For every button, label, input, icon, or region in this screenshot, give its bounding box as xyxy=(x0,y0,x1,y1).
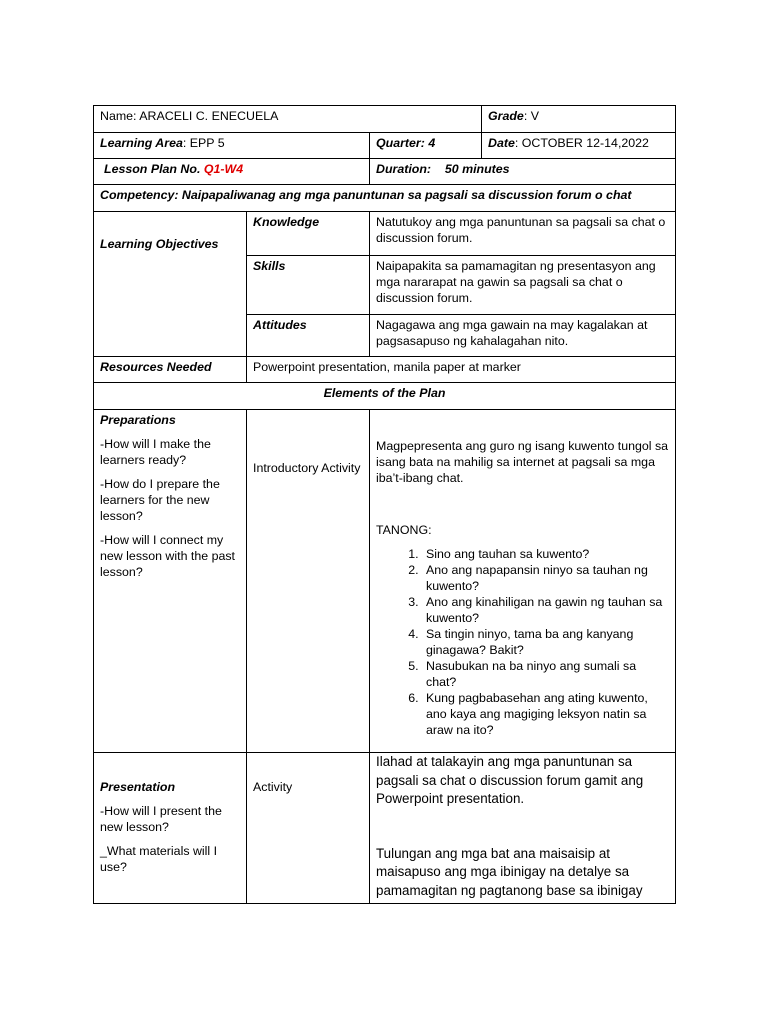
introductory-activity-content xyxy=(370,410,676,753)
knowledge-label: Knowledge xyxy=(247,212,370,256)
presentation-cell xyxy=(94,753,247,904)
duration-value: 50 minutes xyxy=(444,162,510,176)
learning-area-value: : EPP 5 xyxy=(182,136,225,150)
attitudes-label: Attitudes xyxy=(247,315,370,357)
lesson-plan-number: Q1-W4 xyxy=(203,162,244,176)
intro-story-text: Magpepresenta ang guro ng isang kuwento tungol sa isang bata na mahilig sa internet at pagsali sa mga iba’t-ibang chat. xyxy=(376,439,669,485)
learning-area-label: Learning Area xyxy=(100,136,183,150)
list-item: 3. Ano ang kinahiligan na gawin ng tauhan sa kuwento? xyxy=(422,594,669,626)
lesson-plan-table xyxy=(93,105,676,904)
lesson-plan-label: Lesson Plan No. xyxy=(104,162,204,176)
duration-cell xyxy=(370,159,676,185)
list-item: 1. Sino ang tauhan sa kuwento? xyxy=(422,546,669,562)
grade-label: Grade xyxy=(488,109,524,123)
resources-text: Powerpoint presentation, manila paper at marker xyxy=(247,357,676,383)
learning-objectives-label: Learning Objectives xyxy=(94,212,247,357)
row-preparations xyxy=(94,410,676,753)
presentation-activity-content xyxy=(370,753,676,904)
presentation-title: Presentation xyxy=(100,780,176,794)
tanong-list xyxy=(376,546,669,738)
duration-label: Duration: xyxy=(376,162,432,176)
name-label: Name: xyxy=(100,109,140,123)
list-item: 5. Nasubukan na ba ninyo ang sumali sa chat? xyxy=(422,658,669,690)
pres-question-2: _What materials will I use? xyxy=(100,844,218,874)
preparations-title: Preparations xyxy=(100,413,176,427)
list-item: 6. Kung pagbabasehan ang ating kuwento, ano kaya ang magiging leksyon natin sa araw na ito? xyxy=(422,690,669,738)
row-knowledge xyxy=(94,212,676,256)
introductory-activity-label: Introductory Activity xyxy=(247,410,370,753)
prep-question-3: -How will I connect my new lesson with the past lesson? xyxy=(100,533,235,579)
resources-label: Resources Needed xyxy=(94,357,247,383)
skills-label: Skills xyxy=(247,256,370,315)
row-lesson-plan xyxy=(94,159,676,185)
list-item: 4. Sa tingin ninyo, tama ba ang kanyang ginagawa? Bakit? xyxy=(422,626,669,658)
pres-question-1: -How will I present the new lesson? xyxy=(100,804,222,834)
elements-title: Elements of the Plan xyxy=(94,383,676,410)
prep-question-2: -How do I prepare the learners for the new lesson? xyxy=(100,477,220,523)
prep-question-1: -How will I make the learners ready? xyxy=(100,437,211,467)
date-label: Date xyxy=(488,136,515,150)
name-cell xyxy=(94,106,482,133)
teacher-name: ARACELI C. ENECUELA xyxy=(139,109,279,123)
presentation-text-2: Tulungan ang mga bat ana maisaisip at maisapuso ang mga ibinigay na detalye sa pamamagitan ng pagtanong base sa ibinigay xyxy=(376,845,643,898)
row-presentation xyxy=(94,753,676,904)
grade-cell xyxy=(482,106,676,133)
attitudes-text: Nagagawa ang mga gawain na may kagalakan at pagsasapuso ng kahalagahan nito. xyxy=(370,315,676,357)
preparations-cell xyxy=(94,410,247,753)
lesson-plan-cell xyxy=(94,159,370,185)
list-item: 2. Ano ang napapansin ninyo sa tauhan ng kuwento? xyxy=(422,562,669,594)
row-competency xyxy=(94,185,676,212)
tanong-label: TANONG: xyxy=(376,523,432,537)
quarter-cell: Quarter: 4 xyxy=(370,133,482,159)
date-cell xyxy=(482,133,676,159)
grade-value: : V xyxy=(523,109,539,123)
date-value: : OCTOBER 12-14,2022 xyxy=(514,136,649,150)
activity-label: Activity xyxy=(247,753,370,904)
presentation-text-1: Ilahad at talakayin ang mga panuntunan sa pagsali sa chat o discussion forum gamit ang Powerpoint presentation. xyxy=(376,754,644,806)
row-elements-title xyxy=(94,383,676,410)
learning-area-cell xyxy=(94,133,370,159)
row-name xyxy=(94,106,676,133)
row-resources xyxy=(94,357,676,383)
skills-text: Naipapakita sa pamamagitan ng presentasyon ang mga nararapat na gawin sa pagsali sa chat o discussion forum. xyxy=(370,256,676,315)
competency-cell: Competency: Naipapaliwanag ang mga panuntunan sa pagsali sa discussion forum o chat xyxy=(94,185,676,212)
row-learning-area xyxy=(94,133,676,159)
knowledge-text: Natutukoy ang mga panuntunan sa pagsali sa chat o discussion forum. xyxy=(370,212,676,256)
